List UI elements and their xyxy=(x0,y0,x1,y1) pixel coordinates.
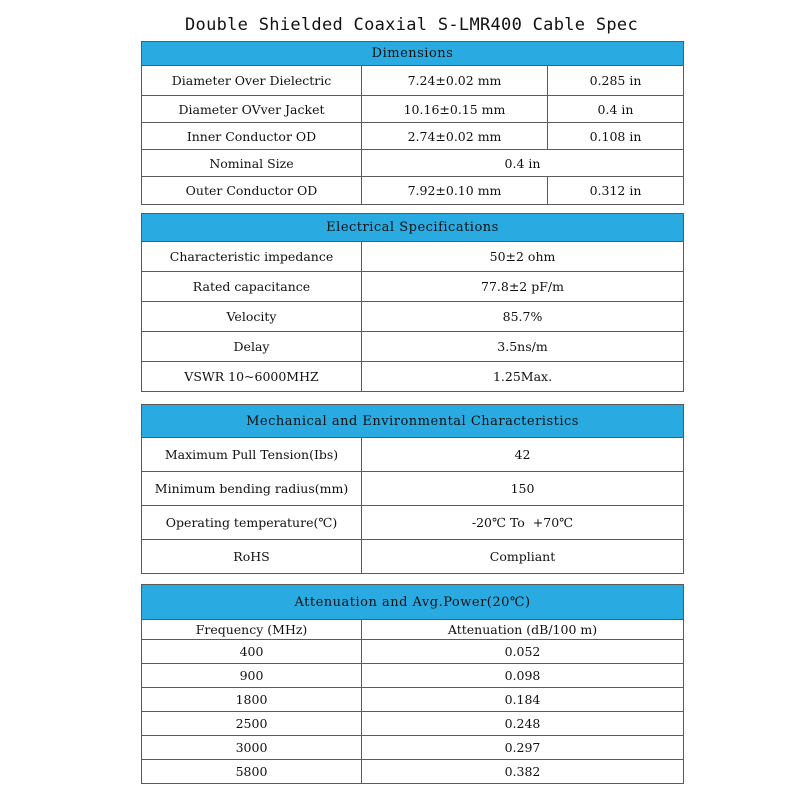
spec-label: Diameter OVver Jacket xyxy=(142,96,362,123)
table-row xyxy=(142,688,684,712)
attenuation-cell: 0.098 xyxy=(362,664,684,688)
spec-value: 85.7% xyxy=(362,302,684,332)
spec-metric: 7.92±0.10 mm xyxy=(362,177,548,205)
dimensions-table xyxy=(141,41,684,205)
table-row xyxy=(142,712,684,736)
frequency-cell: 900 xyxy=(142,664,362,688)
attenuation-cell: 0.052 xyxy=(362,640,684,664)
attenuation-cell: 0.248 xyxy=(362,712,684,736)
spec-label: Rated capacitance xyxy=(142,272,362,302)
attenuation-cell: 0.382 xyxy=(362,760,684,784)
spec-label: Inner Conductor OD xyxy=(142,123,362,150)
table-row xyxy=(142,302,684,332)
spec-label: Minimum bending radius(mm) xyxy=(142,472,362,506)
spec-label: Diameter Over Dielectric xyxy=(142,66,362,96)
table-header-row xyxy=(142,620,684,640)
spec-label: VSWR 10~6000MHZ xyxy=(142,362,362,392)
table-row xyxy=(142,506,684,540)
spec-value: 3.5ns/m xyxy=(362,332,684,362)
spec-label: Delay xyxy=(142,332,362,362)
page-title: Double Shielded Coaxial S-LMR400 Cable Spec xyxy=(185,15,638,35)
spec-label: Nominal Size xyxy=(142,150,362,177)
table-row xyxy=(142,123,684,150)
spec-imperial: 0.4 in xyxy=(548,96,684,123)
frequency-cell: 3000 xyxy=(142,736,362,760)
table-row xyxy=(142,362,684,392)
mechanical-header: Mechanical and Environmental Characteristics xyxy=(142,405,684,438)
table-row xyxy=(142,332,684,362)
spec-label: Characteristic impedance xyxy=(142,242,362,272)
frequency-cell: 2500 xyxy=(142,712,362,736)
attenuation-cell: 0.297 xyxy=(362,736,684,760)
electrical-table xyxy=(141,213,684,392)
frequency-cell: 1800 xyxy=(142,688,362,712)
spec-label: RoHS xyxy=(142,540,362,574)
electrical-header: Electrical Specifications xyxy=(142,214,684,242)
table-row xyxy=(142,242,684,272)
frequency-cell: 400 xyxy=(142,640,362,664)
spec-label: Velocity xyxy=(142,302,362,332)
spec-imperial: 0.312 in xyxy=(548,177,684,205)
table-row xyxy=(142,438,684,472)
spec-metric: 7.24±0.02 mm xyxy=(362,66,548,96)
attenuation-cell: 0.184 xyxy=(362,688,684,712)
table-row xyxy=(142,736,684,760)
frequency-column-header: Frequency (MHz) xyxy=(142,620,362,640)
table-row xyxy=(142,177,684,205)
spec-metric: 2.74±0.02 mm xyxy=(362,123,548,150)
table-row xyxy=(142,472,684,506)
spec-value: -20℃ To +70℃ xyxy=(362,506,684,540)
spec-imperial: 0.108 in xyxy=(548,123,684,150)
spec-value: 77.8±2 pF/m xyxy=(362,272,684,302)
table-row xyxy=(142,66,684,96)
spec-value: 150 xyxy=(362,472,684,506)
table-row xyxy=(142,150,684,177)
spec-label: Maximum Pull Tension(Ibs) xyxy=(142,438,362,472)
spec-value: Compliant xyxy=(362,540,684,574)
attenuation-table xyxy=(141,584,684,784)
attenuation-header: Attenuation and Avg.Power(20℃) xyxy=(142,585,684,620)
spec-metric: 10.16±0.15 mm xyxy=(362,96,548,123)
table-row xyxy=(142,540,684,574)
spec-label: Operating temperature(℃) xyxy=(142,506,362,540)
table-row xyxy=(142,272,684,302)
table-row xyxy=(142,640,684,664)
mechanical-table xyxy=(141,404,684,574)
frequency-cell: 5800 xyxy=(142,760,362,784)
spec-value: 1.25Max. xyxy=(362,362,684,392)
table-row xyxy=(142,96,684,123)
dimensions-header: Dimensions xyxy=(142,42,684,66)
spec-label: Outer Conductor OD xyxy=(142,177,362,205)
spec-value: 42 xyxy=(362,438,684,472)
table-row xyxy=(142,664,684,688)
attenuation-column-header: Attenuation (dB/100 m) xyxy=(362,620,684,640)
spec-imperial: 0.285 in xyxy=(548,66,684,96)
table-row xyxy=(142,760,684,784)
spec-value: 0.4 in xyxy=(362,150,684,177)
spec-value: 50±2 ohm xyxy=(362,242,684,272)
